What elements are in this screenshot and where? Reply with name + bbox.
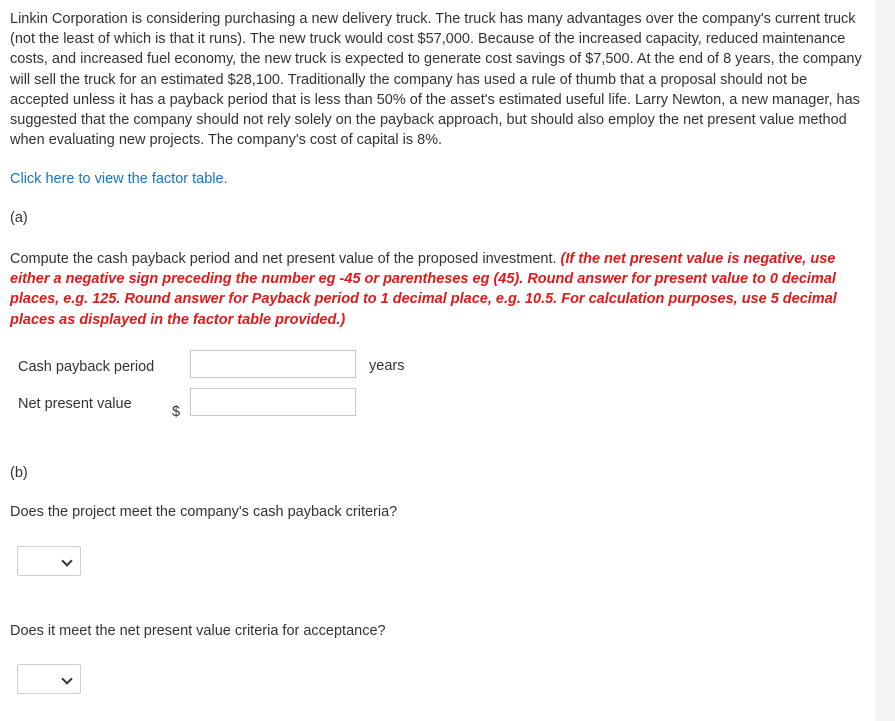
part-b-label: (b) — [10, 465, 28, 481]
instruction-note: (If the net present value is negative, use either a negative sign preceding the number eg -45 or parentheses eg (45). Round answer for present value to 0 decimal places, e.g. 125. Round answer for Payback period to 1 decimal place, e.g. 10.5. For calculation purposes, use 5 decimal places as displayed in the factor table provided.) — [10, 251, 837, 328]
npv-label: Net present value — [18, 396, 132, 412]
problem-statement: Linkin Corporation is considering purchasing a new delivery truck. The truck has many advantages over the company's current truck (not the least of which is that it runs). The new truck would cost $57,000. Because of the increased capacity, reduced maintenance costs, and increased fuel economy, the new truck is expected to generate cost savings of $7,500. At the end of 8 years, the company will sell the truck for an estimated $28,100. Traditionally the company has used a rule of thumb that a proposal should not be accepted unless it has a payback period that is less than 50% of the asset's estimated useful life. Larry Newton, a new manager, has suggested that the company should not rely solely on the payback approach, but should also employ the net present value method when evaluating new projects. The company's cost of capital is 8%. — [10, 11, 862, 149]
payback-unit-label: years — [369, 358, 405, 374]
chevron-down-icon — [61, 555, 72, 566]
npv-criteria-select[interactable] — [17, 664, 81, 694]
payback-period-label: Cash payback period — [18, 359, 155, 375]
page-right-gutter — [875, 0, 895, 721]
part-a-label: (a) — [10, 210, 28, 226]
part-a-instruction — [10, 249, 860, 330]
payback-criteria-question: Does the project meet the company's cash payback criteria? — [10, 504, 398, 520]
npv-currency-symbol: $ — [172, 404, 181, 420]
payback-criteria-select[interactable] — [17, 546, 81, 576]
instruction-text: Compute the cash payback period and net present value of the proposed investment. — [10, 251, 561, 267]
chevron-down-icon — [61, 673, 72, 684]
npv-input[interactable] — [190, 388, 356, 416]
npv-criteria-question: Does it meet the net present value criteria for acceptance? — [10, 623, 386, 639]
factor-table-link[interactable]: Click here to view the factor table. — [10, 171, 228, 187]
payback-period-input[interactable] — [190, 350, 356, 378]
